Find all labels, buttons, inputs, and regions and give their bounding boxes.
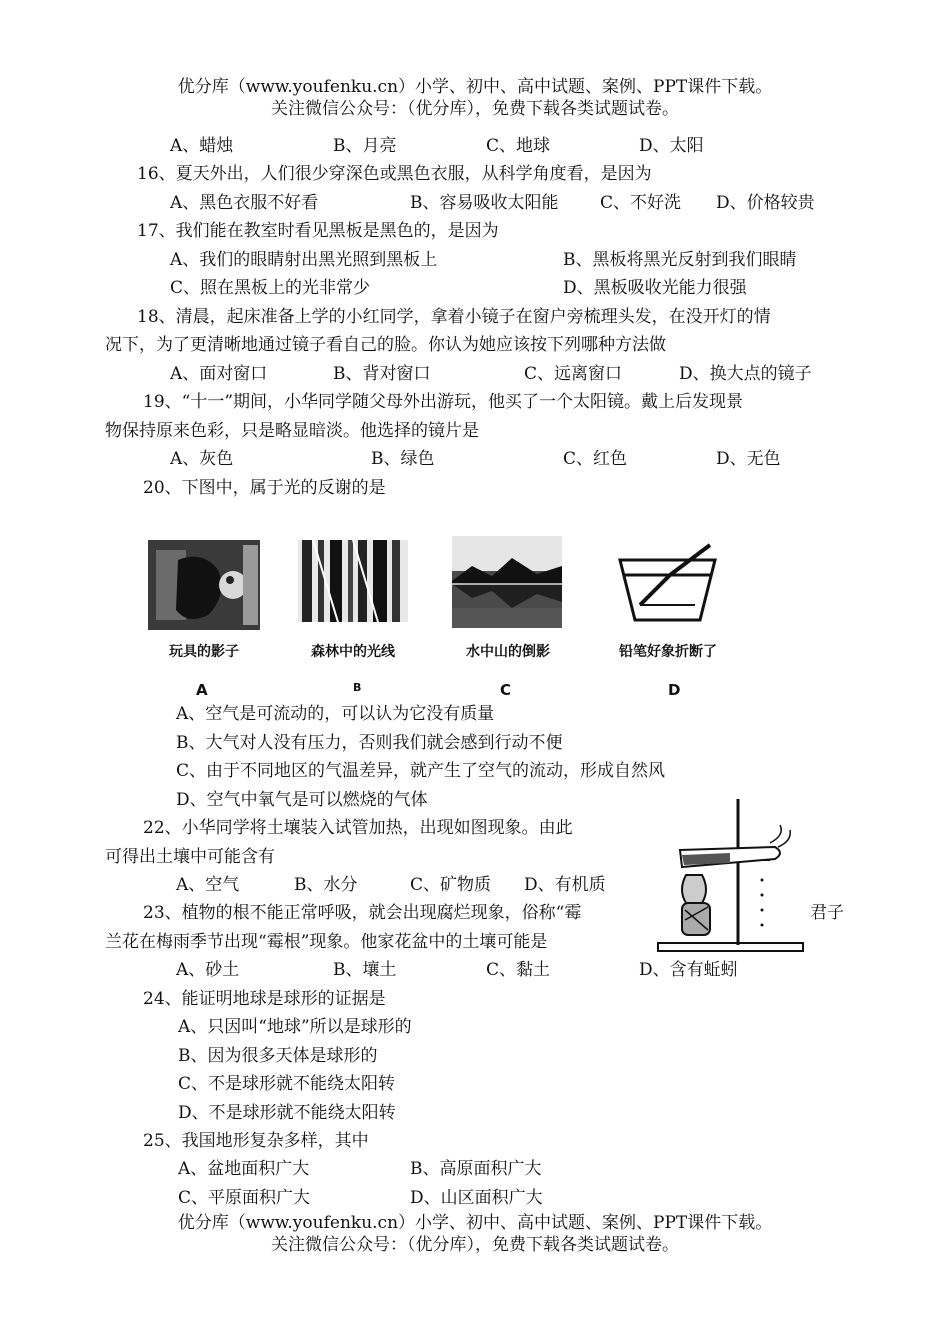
q24-option-b: B、因为很多天体是球形的 [178,1046,378,1066]
q21-option-a: A、空气是可流动的，可以认为它没有质量 [176,704,495,724]
q18-option-d: D、换大点的镜子 [679,364,812,384]
q23-option-a: A、砂土 [176,960,240,980]
q15-option-c: C、地球 [486,136,551,156]
q23-stem-line-1b: 君子 [810,903,844,923]
header-line-2: 关注微信公众号：（优分库），免费下载各类试题试卷。 [271,99,679,119]
q20-letter-d: D [668,681,681,699]
q22-option-b: B、水分 [294,875,358,895]
q17-option-d: D、黑板吸收光能力很强 [563,278,747,298]
q16-option-d: D、价格较贵 [716,193,815,213]
footer-line-1: 优分库（www.youfenku.cn）小学、初中、高中试题、案例、PPT课件下载。 [177,1213,773,1233]
bent-pencil-in-water-diagram [610,540,725,630]
q23-option-c: C、黏土 [486,960,551,980]
q15-option-a: A、蜡烛 [170,136,234,156]
q20-letter-b: B [353,681,362,694]
q17-option-c: C、照在黑板上的光非常少 [170,278,371,298]
q20-caption-d: 铅笔好象折断了 [619,644,717,660]
q20-letter-a: A [196,681,208,699]
q19-option-c: C、红色 [563,449,628,469]
q16-option-c: C、不好洗 [600,193,682,213]
q23-stem-line-2: 兰花在梅雨季节出现“霉根”现象。他家花盆中的土壤可能是 [105,932,548,952]
toy-shadow-photo [148,540,260,630]
q23-option-d: D、含有蚯蚓 [639,960,738,980]
q18-stem-line-1: 18、清晨，起床准备上学的小红同学，拿着小镜子在窗户旁梳理头发，在没开灯的情 [137,307,771,327]
q22-option-a: A、空气 [176,875,240,895]
q20-stem: 20、下图中，属于光的反谢的是 [143,478,386,498]
forest-light-photo [298,540,408,622]
q20-caption-c: 水中山的倒影 [466,644,550,660]
q19-option-a: A、灰色 [170,449,234,469]
q17-option-b: B、黑板将黑光反射到我们眼睛 [563,250,797,270]
q23-stem-line-1a: 23、植物的根不能正常呼吸，就会出现腐烂现象，俗称“霉 [143,903,582,923]
q17-stem: 17、我们能在教室时看见黑板是黑色的，是因为 [137,221,499,241]
q16-option-a: A、黑色衣服不好看 [170,193,319,213]
q20-letter-c: C [500,681,512,699]
q19-option-d: D、无色 [716,449,781,469]
mountain-reflection-photo [452,536,562,628]
q22-stem-line-1: 22、小华同学将土壤装入试管加热，出现如图现象。由此 [143,818,573,838]
q20-figure-a [148,540,260,630]
q22-stem-line-2: 可得出土壤中可能含有 [105,847,275,867]
q16-stem: 16、夏天外出，人们很少穿深色或黑色衣服，从科学角度看，是因为 [137,164,652,184]
test-tube-apparatus-diagram [650,795,810,955]
q19-stem-line-2: 物保持原来色彩，只是略显暗淡。他选择的镜片是 [105,421,479,441]
q20-caption-a: 玩具的影子 [169,644,239,660]
q21-option-c: C、由于不同地区的气温差异，就产生了空气的流动，形成自然风 [176,761,666,781]
q25-stem: 25、我国地形复杂多样，其中 [143,1131,369,1151]
q25-option-a: A、盆地面积广大 [178,1159,310,1179]
q15-option-b: B、月亮 [333,136,397,156]
q15-option-d: D、太阳 [639,136,704,156]
q20-figure-d [610,540,725,630]
test-tube-heating-figure [650,795,810,955]
q20-caption-b: 森林中的光线 [311,644,395,660]
q21-option-b: B、大气对人没有压力，否则我们就会感到行动不便 [176,733,563,753]
q18-option-c: C、远离窗口 [524,364,623,384]
q24-stem: 24、能证明地球是球形的证据是 [143,989,386,1009]
q19-stem-line-1: 19、“十一”期间，小华同学随父母外出游玩，他买了一个太阳镜。戴上后发现景 [143,392,744,412]
q17-option-a: A、我们的眼睛射出黑光照到黑板上 [170,250,438,270]
q23-option-b: B、壤土 [333,960,397,980]
q20-figure-c [452,536,562,628]
q22-option-c: C、矿物质 [410,875,492,895]
q18-option-a: A、面对窗口 [170,364,268,384]
q16-option-b: B、容易吸收太阳能 [410,193,559,213]
q19-option-b: B、绿色 [371,449,435,469]
q25-option-d: D、山区面积广大 [410,1188,543,1208]
q25-option-b: B、高原面积广大 [410,1159,542,1179]
q18-stem-line-2: 况下，为了更清晰地通过镜子看自己的脸。你认为她应该按下列哪种方法做 [105,335,666,355]
q24-option-d: D、不是球形就不能绕太阳转 [178,1103,396,1123]
footer-line-2: 关注微信公众号：（优分库），免费下载各类试题试卷。 [271,1235,679,1255]
q25-option-c: C、平原面积广大 [178,1188,311,1208]
q21-option-d: D、空气中氧气是可以燃烧的气体 [176,790,428,810]
q22-option-d: D、有机质 [524,875,606,895]
q24-option-a: A、只因叫“地球”所以是球形的 [178,1017,412,1037]
q24-option-c: C、不是球形就不能绕太阳转 [178,1074,396,1094]
q18-option-b: B、背对窗口 [333,364,431,384]
header-line-1: 优分库（www.youfenku.cn）小学、初中、高中试题、案例、PPT课件下载。 [177,77,773,97]
q20-figure-b [298,540,408,622]
